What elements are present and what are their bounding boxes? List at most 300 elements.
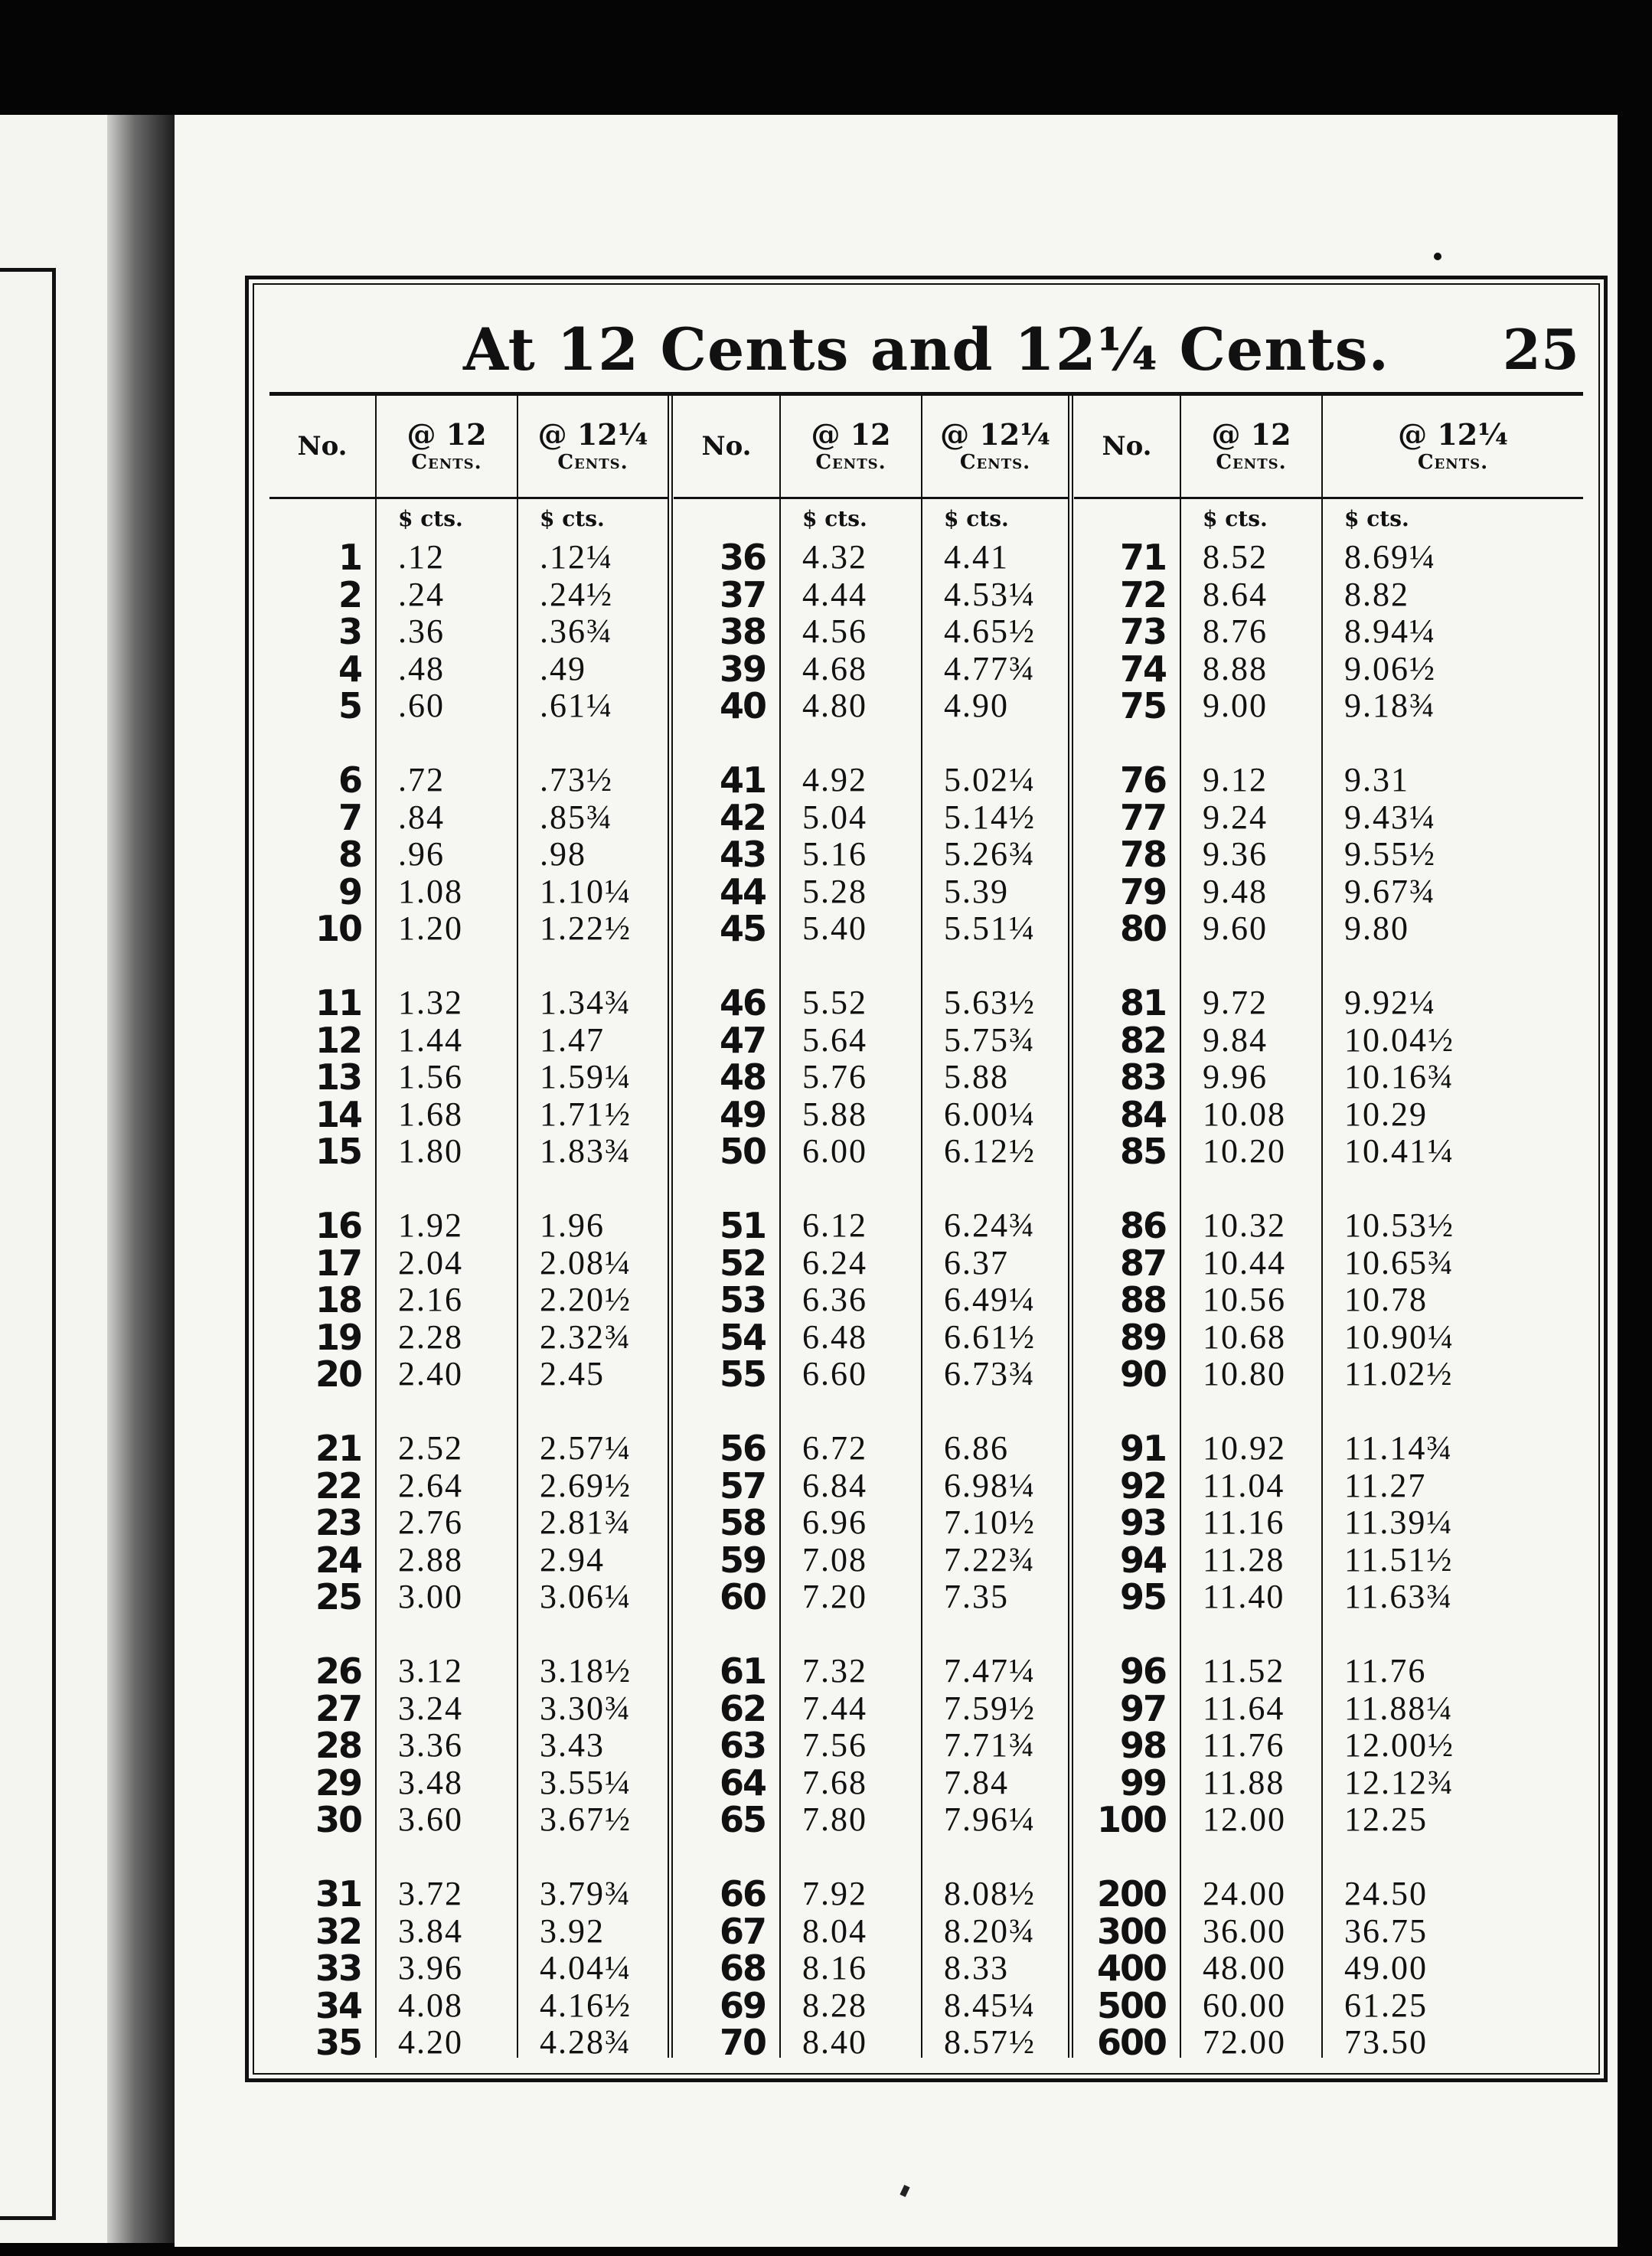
rate-12-label: @ 12 [406, 417, 487, 452]
price-12-quarter-cell: 12.25 [1344, 1801, 1428, 1838]
price-12-quarter-cell: 7.22¾ [944, 1540, 1036, 1579]
rate-12-quarter-label: @ 12¼ [1398, 417, 1508, 452]
quantity-cell: 64 [719, 1761, 766, 1804]
price-12-cell: 6.00 [802, 1132, 867, 1170]
quantity-cell: 21 [315, 1428, 361, 1469]
quantity-cell: 49 [719, 1093, 766, 1135]
quantity-cell: 67 [719, 1910, 766, 1952]
price-12-quarter-cell: 11.27 [1344, 1466, 1427, 1504]
price-12-quarter-cell: 24.50 [1344, 1875, 1428, 1912]
price-12-cell: 11.52 [1203, 1652, 1285, 1690]
price-12-cell: .36 [398, 612, 445, 650]
price-12-cell: 9.12 [1203, 761, 1268, 798]
quantity-cell: 58 [719, 1502, 766, 1543]
quantity-cell: 18 [315, 1279, 361, 1321]
price-12-cell: 8.76 [1203, 612, 1268, 650]
price-12-cell: 3.24 [398, 1689, 463, 1727]
price-12-cell: 1.32 [398, 984, 463, 1021]
quantity-cell: 93 [1119, 1502, 1166, 1543]
price-12-cell: 2.16 [398, 1281, 463, 1318]
price-12-cell: 4.20 [398, 2023, 463, 2061]
price-12-quarter-cell: .24½ [540, 575, 613, 613]
quantity-cell: 300 [1096, 1910, 1166, 1952]
row-gap [674, 1839, 779, 1876]
number-column [674, 396, 781, 2063]
price-12-quarter-cell: 2.45 [540, 1355, 605, 1392]
quantity-cell: 43 [719, 834, 766, 875]
row-gap [1074, 1393, 1180, 1431]
price-12-cell: 12.00 [1203, 1801, 1286, 1838]
row-gap [1074, 1170, 1180, 1208]
price-12-cell: 5.76 [802, 1058, 867, 1095]
price-12-quarter-cell: 4.28¾ [540, 2023, 632, 2061]
rate-12-quarter-cents-label: Cents. [557, 451, 628, 474]
quantity-cell: 78 [1119, 834, 1166, 875]
quantity-cell: 7 [338, 796, 361, 838]
rate-12-label: @ 12 [811, 417, 891, 452]
quantity-cell: 92 [1119, 1464, 1166, 1507]
price-12-cell: 3.48 [398, 1763, 463, 1801]
price-12-cell: 1.08 [398, 872, 463, 910]
row-gap [781, 1616, 921, 1654]
price-12-quarter-cell: 49.00 [1344, 1949, 1428, 1987]
quantity-cell: 87 [1119, 1242, 1166, 1284]
row-gap [1323, 725, 1583, 762]
quantity-cell: 96 [1119, 1650, 1166, 1692]
rate-12-quarter-unit: $ cts. [540, 506, 605, 531]
price-12-cell: 11.04 [1203, 1466, 1285, 1504]
price-table-inner [253, 283, 1600, 2075]
page-title: At 12 Cents and 12¼ Cents. [463, 315, 1389, 384]
price-12-quarter-cell: 6.49¼ [944, 1281, 1036, 1318]
quantity-cell: 39 [719, 648, 766, 690]
quantity-cell: 69 [719, 1984, 766, 2026]
row-gap [377, 1393, 517, 1431]
number-column [1074, 396, 1181, 2063]
quantity-cell: 46 [719, 982, 766, 1024]
price-12-quarter-cell: 7.35 [944, 1578, 1009, 1615]
price-12-quarter-cell: 6.73¾ [944, 1355, 1036, 1392]
rate-12-unit: $ cts. [802, 506, 867, 531]
row-gap [377, 1170, 517, 1208]
rate-12-header [1181, 396, 1321, 499]
price-12-quarter-cell: 3.06¼ [540, 1578, 632, 1615]
row-gap [269, 1393, 375, 1431]
price-12-cell: .12 [398, 538, 445, 576]
price-12-quarter-cell: .12¼ [540, 538, 613, 576]
price-12-quarter-cell: 36.75 [1344, 1912, 1428, 1950]
price-12-quarter-cell: 10.53½ [1344, 1206, 1454, 1244]
price-12-quarter-cell: 8.94¼ [1344, 612, 1436, 650]
rate-12-quarter-cents-label: Cents. [1417, 451, 1489, 474]
price-12-quarter-cell: 6.12½ [944, 1132, 1036, 1170]
row-gap [377, 725, 517, 762]
price-12-cell: 3.12 [398, 1652, 463, 1690]
price-12-quarter-cell: 7.10½ [944, 1503, 1036, 1541]
quantity-cell: 34 [315, 1984, 361, 2026]
unit-spacer [269, 499, 375, 539]
row-gap [269, 948, 375, 985]
price-12-quarter-cell: 1.34¾ [540, 984, 632, 1021]
row-gap [922, 725, 1068, 762]
price-12-quarter-cell: 3.30¾ [540, 1689, 632, 1727]
row-gap [518, 725, 668, 762]
book-page [175, 115, 1618, 2247]
price-12-quarter-cell: .98 [540, 835, 586, 873]
price-12-cell: 2.76 [398, 1503, 463, 1541]
price-12-cell: 4.44 [802, 575, 867, 613]
price-12-cell: 4.68 [802, 649, 867, 687]
rate-12-column [781, 396, 922, 2061]
quantity-cell: 53 [719, 1279, 766, 1321]
quantity-cell: 25 [315, 1576, 361, 1618]
rate-12-quarter-cents-label: Cents. [959, 451, 1031, 474]
price-12-cell: 1.44 [398, 1020, 463, 1059]
price-12-cell: .96 [398, 835, 445, 873]
rate-12-quarter-unit: $ cts. [1344, 506, 1409, 531]
price-12-quarter-cell: 5.02¼ [944, 761, 1036, 798]
rate-12-quarter-column [518, 396, 668, 2061]
left-page-table-frame [0, 268, 56, 2220]
price-12-cell: 10.56 [1203, 1281, 1286, 1318]
price-12-cell: 72.00 [1203, 2023, 1286, 2061]
price-12-quarter-cell: 10.04½ [1344, 1020, 1454, 1059]
price-12-quarter-cell: 3.55¼ [540, 1763, 632, 1801]
quantity-cell: 36 [719, 537, 766, 578]
row-gap [922, 1393, 1068, 1431]
row-gap [1074, 1839, 1180, 1876]
price-12-quarter-cell: 1.59¼ [540, 1058, 632, 1095]
price-12-quarter-cell: 9.31 [1344, 761, 1409, 798]
rate-12-quarter-header [518, 396, 668, 499]
price-12-cell: 8.64 [1203, 575, 1268, 613]
rate-12-quarter-label: @ 12¼ [537, 417, 648, 452]
price-12-cell: 10.80 [1203, 1355, 1286, 1392]
price-12-cell: 8.04 [802, 1912, 867, 1950]
quantity-cell: 75 [1119, 685, 1166, 726]
rate-12-cents-label: Cents. [815, 451, 886, 474]
price-12-quarter-cell: 8.08½ [944, 1875, 1036, 1912]
price-12-quarter-cell: 10.41¼ [1344, 1132, 1454, 1170]
row-gap [1181, 725, 1321, 762]
price-12-quarter-cell: 3.79¾ [540, 1875, 632, 1912]
price-12-cell: 3.60 [398, 1801, 463, 1838]
row-gap [674, 1616, 779, 1654]
price-12-cell: 3.96 [398, 1949, 463, 1987]
quantity-cell: 4 [338, 648, 361, 690]
price-12-quarter-cell: 1.96 [540, 1206, 605, 1244]
number-header-label: No. [297, 431, 348, 462]
price-12-cell: 10.92 [1203, 1429, 1286, 1467]
quantity-cell: 3 [338, 611, 361, 652]
price-12-cell: 9.84 [1203, 1020, 1268, 1059]
price-12-quarter-cell: 4.65½ [944, 612, 1036, 650]
price-12-cell: .48 [398, 649, 445, 687]
price-12-cell: 11.28 [1203, 1540, 1285, 1579]
quantity-cell: 86 [1119, 1205, 1166, 1246]
number-header [269, 396, 375, 499]
row-gap [518, 1839, 668, 1876]
quantity-cell: 28 [315, 1725, 361, 1766]
row-gap [674, 1393, 779, 1431]
price-12-cell: 48.00 [1203, 1949, 1286, 1987]
row-gap [1181, 1393, 1321, 1431]
quantity-cell: 35 [315, 2022, 361, 2063]
price-12-quarter-cell: 5.63½ [944, 984, 1036, 1021]
price-12-quarter-cell: 2.08¼ [540, 1243, 632, 1281]
quantity-cell: 30 [315, 1799, 361, 1840]
rate-12-unit: $ cts. [398, 506, 463, 531]
quantity-cell: 47 [719, 1019, 766, 1061]
price-12-quarter-cell: 4.04¼ [540, 1949, 632, 1987]
price-12-quarter-cell: 9.55½ [1344, 835, 1436, 873]
quantity-cell: 13 [315, 1056, 361, 1098]
price-12-quarter-cell: 7.47¼ [944, 1652, 1036, 1690]
price-12-quarter-cell: 10.90¼ [1344, 1317, 1454, 1356]
price-12-cell: 7.32 [802, 1652, 867, 1690]
quantity-cell: 50 [719, 1131, 766, 1172]
row-gap [1181, 1170, 1321, 1208]
row-gap [674, 948, 779, 985]
price-12-quarter-cell: 61.25 [1344, 1986, 1428, 2024]
price-12-quarter-cell: 12.00½ [1344, 1726, 1454, 1764]
quantity-cell: 57 [719, 1464, 766, 1507]
unit-spacer [674, 499, 779, 539]
row-gap [1181, 1839, 1321, 1876]
quantity-cell: 85 [1119, 1131, 1166, 1172]
price-12-quarter-cell: 3.67½ [540, 1801, 632, 1838]
quantity-cell: 55 [719, 1353, 766, 1395]
quantity-cell: 77 [1119, 796, 1166, 838]
price-12-quarter-cell: 5.51¼ [944, 909, 1036, 947]
price-12-quarter-cell: .36¾ [540, 612, 613, 650]
price-12-quarter-cell: 9.80 [1344, 909, 1409, 947]
price-12-quarter-cell: 7.59½ [944, 1689, 1036, 1727]
price-12-cell: 5.28 [802, 872, 867, 910]
price-12-quarter-cell: 7.84 [944, 1763, 1009, 1801]
number-column [269, 396, 377, 2063]
price-12-quarter-cell: 1.83¾ [540, 1132, 632, 1170]
rate-12-quarter-header [1323, 396, 1583, 499]
quantity-cell: 68 [719, 1947, 766, 1989]
price-12-cell: 2.40 [398, 1355, 463, 1392]
quantity-cell: 6 [338, 759, 361, 801]
ink-speck [899, 2185, 909, 2197]
quantity-cell: 22 [315, 1464, 361, 1507]
quantity-cell: 41 [719, 759, 766, 801]
row-gap [922, 1616, 1068, 1654]
price-12-quarter-cell: 11.88¼ [1344, 1689, 1454, 1727]
price-12-quarter-cell: 11.51½ [1344, 1540, 1454, 1579]
price-12-cell: 6.60 [802, 1355, 867, 1392]
quantity-cell: 94 [1119, 1539, 1166, 1581]
price-12-cell: 6.84 [802, 1466, 867, 1504]
price-12-cell: 7.80 [802, 1801, 867, 1838]
title-row [254, 285, 1598, 392]
quantity-cell: 20 [315, 1353, 361, 1395]
row-gap [1074, 1616, 1180, 1654]
quantity-cell: 82 [1119, 1019, 1166, 1061]
price-12-cell: 9.00 [1203, 687, 1268, 724]
price-12-cell: 6.24 [802, 1243, 867, 1281]
quantity-cell: 10 [315, 908, 361, 949]
row-gap [1323, 1393, 1583, 1431]
row-gap [269, 1616, 375, 1654]
rate-12-unit: $ cts. [1203, 506, 1268, 531]
price-12-quarter-cell: 2.69½ [540, 1466, 632, 1504]
price-12-quarter-cell: 3.43 [540, 1726, 605, 1764]
price-12-cell: .24 [398, 575, 445, 613]
price-12-cell: 2.64 [398, 1466, 463, 1504]
page-number: 25 [1502, 317, 1579, 382]
price-12-quarter-cell: 3.92 [540, 1912, 605, 1950]
quantity-cell: 95 [1119, 1576, 1166, 1618]
price-12-cell: 4.80 [802, 687, 867, 724]
row-gap [922, 1170, 1068, 1208]
row-gap [922, 1839, 1068, 1876]
price-12-cell: 8.28 [802, 1986, 867, 2024]
quantity-cell: 600 [1096, 2022, 1166, 2063]
quantity-cell: 59 [719, 1539, 766, 1581]
price-12-quarter-cell: 9.06½ [1344, 649, 1436, 687]
price-12-quarter-cell: 4.16½ [540, 1986, 632, 2024]
quantity-cell: 56 [719, 1428, 766, 1469]
column-group-3 [1074, 396, 1583, 2063]
row-gap [1323, 1616, 1583, 1654]
price-12-quarter-cell: .61¼ [540, 687, 613, 724]
quantity-cell: 88 [1119, 1279, 1166, 1321]
price-12-cell: 60.00 [1203, 1986, 1286, 2024]
quantity-cell: 11 [315, 982, 361, 1024]
price-12-quarter-cell: 9.92¼ [1344, 984, 1436, 1021]
price-12-cell: 24.00 [1203, 1875, 1286, 1912]
row-gap [1323, 1839, 1583, 1876]
quantity-cell: 42 [719, 796, 766, 838]
price-12-cell: 7.44 [802, 1689, 867, 1727]
quantity-cell: 52 [719, 1242, 766, 1284]
quantity-cell: 100 [1096, 1799, 1166, 1840]
price-12-cell: 9.48 [1203, 872, 1268, 910]
row-gap [781, 1393, 921, 1431]
price-12-cell: 1.20 [398, 909, 463, 947]
price-12-cell: 10.44 [1203, 1243, 1286, 1281]
price-12-quarter-cell: 1.22½ [540, 909, 632, 947]
price-12-quarter-cell: 5.39 [944, 872, 1009, 910]
price-12-cell: 11.40 [1203, 1578, 1285, 1615]
quantity-cell: 40 [719, 685, 766, 726]
price-12-cell: 7.68 [802, 1763, 867, 1801]
price-12-quarter-cell: 4.53¼ [944, 575, 1036, 613]
price-12-cell: 2.04 [398, 1243, 463, 1281]
quantity-cell: 71 [1119, 537, 1166, 578]
price-12-quarter-cell: 8.57½ [944, 2023, 1036, 2061]
row-gap [377, 1839, 517, 1876]
price-12-quarter-cell: 11.63¾ [1344, 1578, 1454, 1615]
quantity-cell: 61 [719, 1650, 766, 1692]
price-12-quarter-cell: .85¾ [540, 798, 613, 836]
price-12-quarter-cell: 7.96¼ [944, 1801, 1036, 1838]
row-gap [518, 1616, 668, 1654]
quantity-cell: 65 [719, 1799, 766, 1840]
price-12-quarter-cell: 73.50 [1344, 2023, 1428, 2061]
row-gap [377, 1616, 517, 1654]
quantity-cell: 81 [1119, 982, 1166, 1024]
price-12-cell: 9.72 [1203, 984, 1268, 1021]
price-12-cell: 7.08 [802, 1540, 867, 1579]
row-gap [922, 948, 1068, 985]
speck [1434, 253, 1441, 260]
price-12-cell: 6.96 [802, 1503, 867, 1541]
price-12-cell: 3.84 [398, 1912, 463, 1950]
number-header-label: No. [701, 431, 752, 462]
price-12-quarter-cell: 2.81¾ [540, 1503, 632, 1541]
quantity-cell: 83 [1119, 1056, 1166, 1098]
number-header-label: No. [1102, 431, 1152, 462]
price-12-cell: 11.64 [1203, 1689, 1285, 1727]
price-12-cell: 11.76 [1203, 1726, 1285, 1764]
price-12-cell: 5.52 [802, 984, 867, 1021]
price-12-cell: 5.16 [802, 835, 867, 873]
price-12-quarter-cell: 4.90 [944, 687, 1009, 724]
quantity-cell: 66 [719, 1873, 766, 1915]
price-12-cell: 6.48 [802, 1317, 867, 1356]
price-12-quarter-cell: 10.16¾ [1344, 1058, 1454, 1095]
price-12-cell: 11.16 [1203, 1503, 1285, 1541]
quantity-cell: 8 [338, 834, 361, 875]
quantity-cell: 91 [1119, 1428, 1166, 1469]
price-12-quarter-cell: 5.75¾ [944, 1020, 1036, 1059]
quantity-cell: 84 [1119, 1093, 1166, 1135]
price-12-quarter-cell: 11.39¼ [1344, 1503, 1454, 1541]
row-gap [377, 948, 517, 985]
rate-12-header [781, 396, 921, 499]
rate-12-quarter-label: @ 12¼ [940, 417, 1050, 452]
price-12-quarter-cell: 2.94 [540, 1540, 605, 1579]
quantity-cell: 9 [338, 870, 361, 913]
price-12-quarter-cell: 11.02½ [1344, 1355, 1454, 1392]
row-gap [1181, 1616, 1321, 1654]
quantity-cell: 27 [315, 1687, 361, 1729]
price-12-cell: 1.80 [398, 1132, 463, 1170]
price-12-cell: .84 [398, 798, 445, 836]
price-12-quarter-cell: .49 [540, 649, 586, 687]
price-12-cell: 10.08 [1203, 1095, 1286, 1133]
price-12-cell: .72 [398, 761, 445, 798]
price-table [245, 276, 1608, 2082]
quantity-cell: 12 [315, 1019, 361, 1061]
quantity-cell: 44 [719, 870, 766, 913]
column-group-2 [674, 396, 1073, 2063]
price-12-cell: 8.40 [802, 2023, 867, 2061]
price-12-cell: 8.52 [1203, 538, 1268, 576]
price-12-quarter-cell: 5.26¾ [944, 835, 1036, 873]
row-gap [781, 1170, 921, 1208]
book-gutter [107, 115, 176, 2243]
price-12-quarter-cell: 5.14½ [944, 798, 1036, 836]
price-12-quarter-cell: 6.00¼ [944, 1095, 1036, 1133]
price-12-cell: 3.36 [398, 1726, 463, 1764]
price-12-cell: 10.68 [1203, 1317, 1286, 1356]
price-12-quarter-cell: 6.98¼ [944, 1466, 1036, 1504]
quantity-cell: 60 [719, 1576, 766, 1618]
price-12-quarter-cell: 4.41 [944, 538, 1009, 576]
price-12-cell: 3.72 [398, 1875, 463, 1912]
price-12-cell: 7.20 [802, 1578, 867, 1615]
price-12-quarter-cell: 2.57¼ [540, 1429, 632, 1467]
quantity-cell: 1 [338, 537, 361, 578]
price-12-quarter-cell: 6.61½ [944, 1317, 1036, 1356]
quantity-cell: 500 [1096, 1984, 1166, 2026]
